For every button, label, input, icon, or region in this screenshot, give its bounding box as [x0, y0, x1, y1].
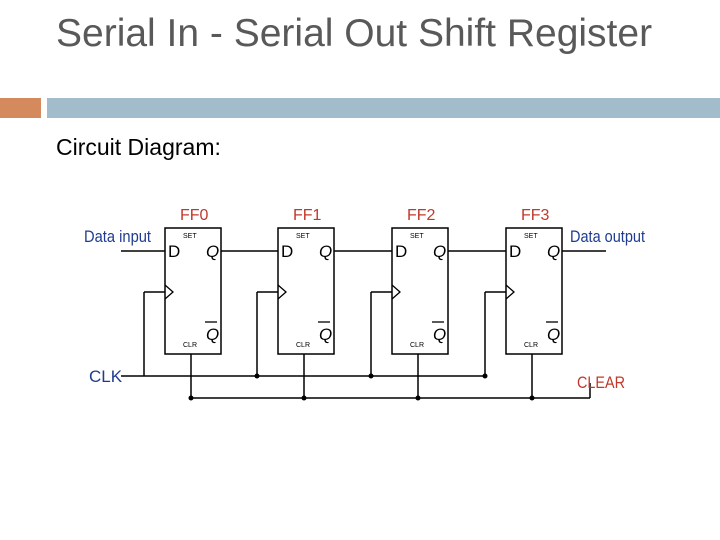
flip-flop-ff3	[506, 207, 562, 354]
flip-flop-ff2	[392, 207, 448, 354]
flip-flop-ff0	[165, 207, 221, 354]
data-input-label: Data input	[84, 227, 152, 246]
q-output-label: Q	[547, 242, 561, 261]
clk-label: CLK	[89, 367, 123, 386]
flip-flop-ff1	[278, 207, 334, 354]
d-input-label: D	[509, 242, 522, 261]
set-label: SET	[524, 233, 538, 240]
flip-flop-name: FF3	[521, 207, 550, 224]
q-bar-output-label: Q	[206, 325, 220, 344]
slide-subtitle: Circuit Diagram:	[56, 134, 221, 160]
flip-flop-name: FF2	[407, 207, 436, 224]
q-output-label: Q	[319, 242, 333, 261]
set-label: SET	[296, 233, 310, 240]
slide-title: Serial In - Serial Out Shift Register	[56, 12, 653, 55]
d-input-label: D	[281, 242, 294, 261]
clr-label: CLR	[183, 342, 198, 349]
flip-flop-name: FF1	[293, 207, 322, 224]
flip-flop-name: FF0	[180, 207, 209, 224]
q-output-label: Q	[206, 242, 220, 261]
clear-label: CLEAR	[577, 373, 625, 392]
q-bar-output-label: Q	[319, 325, 333, 344]
clr-label: CLR	[296, 342, 311, 349]
q-output-label: Q	[433, 242, 447, 261]
clr-label: CLR	[410, 342, 425, 349]
flip-flops	[165, 207, 562, 354]
q-bar-output-label: Q	[433, 325, 447, 344]
d-input-label: D	[168, 242, 181, 261]
data-output-label: Data output	[570, 227, 646, 246]
q-bar-output-label: Q	[547, 325, 561, 344]
d-input-label: D	[395, 242, 408, 261]
set-label: SET	[183, 233, 197, 240]
set-label: SET	[410, 233, 424, 240]
clr-label: CLR	[524, 342, 539, 349]
